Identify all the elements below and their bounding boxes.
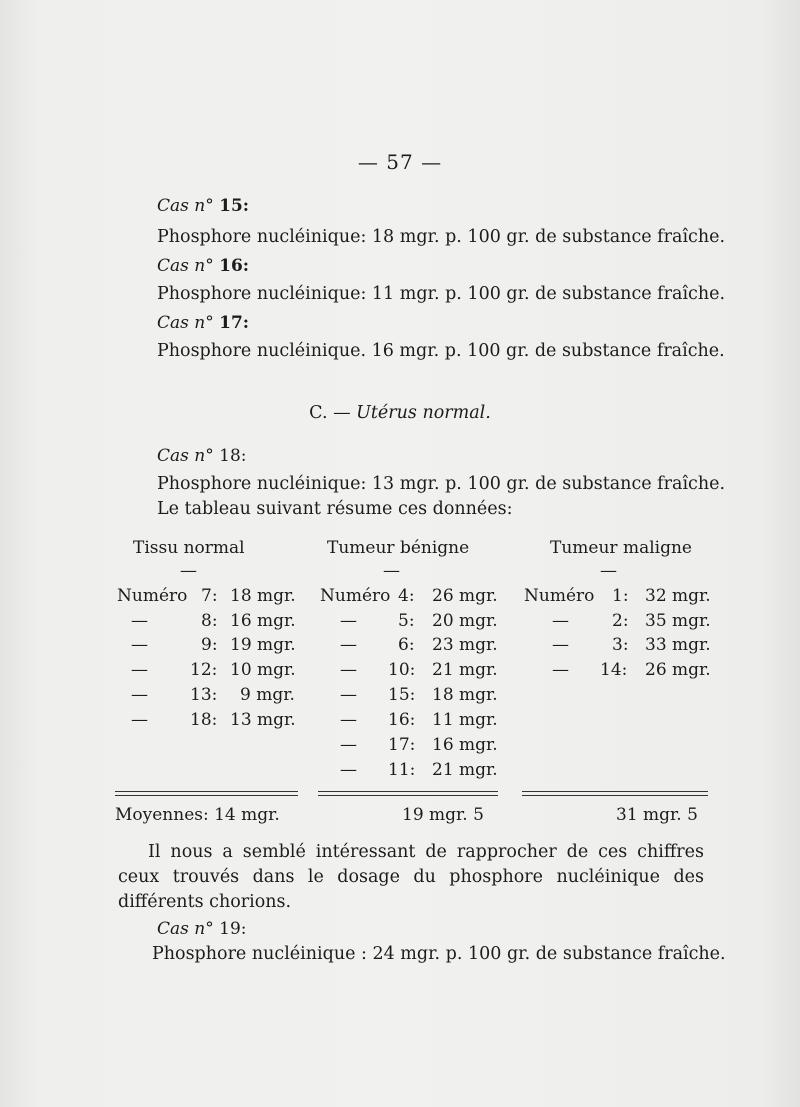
header-dash-malignant: — xyxy=(600,561,617,581)
case-18-result: Phosphore nucléinique: 13 mgr. p. 100 gr. de substance fraîche. xyxy=(157,474,726,494)
table-intro: Le tableau suivant résume ces données: xyxy=(157,499,513,519)
case-15-label: Cas n° 15: xyxy=(157,196,250,216)
header-tissu-normal: Tissu normal xyxy=(133,538,245,558)
section-heading: C. — Utérus normal. xyxy=(309,403,491,423)
paragraph: Il nous a semblé intéressant de rapprocher de ces chiffres ceux trouvés dans le dosage du phosphore nucléinique des différents chorions. xyxy=(118,842,704,912)
case-16-label: Cas n° 16: xyxy=(157,256,250,276)
header-dash-normal: — xyxy=(180,561,197,581)
header-tumeur-maligne: Tumeur maligne xyxy=(550,538,692,558)
average-normal: Moyennes: 14 mgr. xyxy=(115,805,280,825)
case-15-result: Phosphore nucléinique: 18 mgr. p. 100 gr. de substance fraîche. xyxy=(157,227,726,247)
average-benign: 19 mgr. 5 xyxy=(402,805,484,825)
case-19-label: Cas n° 19: xyxy=(157,919,247,939)
rule-malignant-2 xyxy=(522,795,708,796)
page-number: — 57 — xyxy=(357,150,443,174)
rule-malignant xyxy=(522,791,708,792)
rule-normal xyxy=(115,791,298,792)
case-18-label: Cas n° 18: xyxy=(157,446,247,466)
case-19-result: Phosphore nucléinique : 24 mgr. p. 100 gr. de substance fraîche. xyxy=(152,944,726,964)
case-17-result: Phosphore nucléinique. 16 mgr. p. 100 gr. de substance fraîche. xyxy=(157,341,725,361)
header-dash-benign: — xyxy=(383,561,400,581)
average-malignant: 31 mgr. 5 xyxy=(616,805,698,825)
rule-benign xyxy=(318,791,498,792)
scanned-page: — 57 — Cas n° 15: Phosphore nucléinique: 18 mgr. p. 100 gr. de substance fraîche. Cas n° 16: Phosphore nucléinique: 11 mgr. p. 100 gr. de substance fraîche. Cas n° 17: Phosphore nucléinique. 16 mgr. p. 100 gr. de substance fraîche. C. — Utérus normal. Cas n° 18: Phosphore nucléinique: 13 mgr. p. 100 gr. de substance fraîche. Le tableau suivant résume ces données: Tissu normal Tumeur bénigne Tumeur maligne — — — Numéro 7: 18 mgr. — 8: 16 mgr. — 9: 19 mgr. — 12: 10 mgr. — 13: 9 mgr. — 18: 13 mgr. Numéro 4: 26 mgr. — 5: 20 mgr. — 6: 23 mgr. — 10: 21 mgr. — 15: 18 mgr. — 16: 11 mgr. — 17: 16 mgr. — 11: 21 mgr. Numéro 1: 32 mgr. — 2: 35 mgr. — 3: 33 mgr. — 14: 26 mgr. Moyennes: 14 mgr. 19 mgr. 5 31 mgr. 5 Il nous a semblé intéressant de rapprocher de ces chiffres ceux trouvés dans le dosage du phosphore nucléinique des différents chorions. Cas n° 19: Phosphore nucléinique : 24 mgr. p. 100 gr. de substance fraîche. xyxy=(0,0,800,1107)
rule-benign-2 xyxy=(318,795,498,796)
case-17-label: Cas n° 17: xyxy=(157,313,250,333)
rule-normal-2 xyxy=(115,795,298,796)
case-16-result: Phosphore nucléinique: 11 mgr. p. 100 gr. de substance fraîche. xyxy=(157,284,726,304)
header-tumeur-benigne: Tumeur bénigne xyxy=(327,538,470,558)
